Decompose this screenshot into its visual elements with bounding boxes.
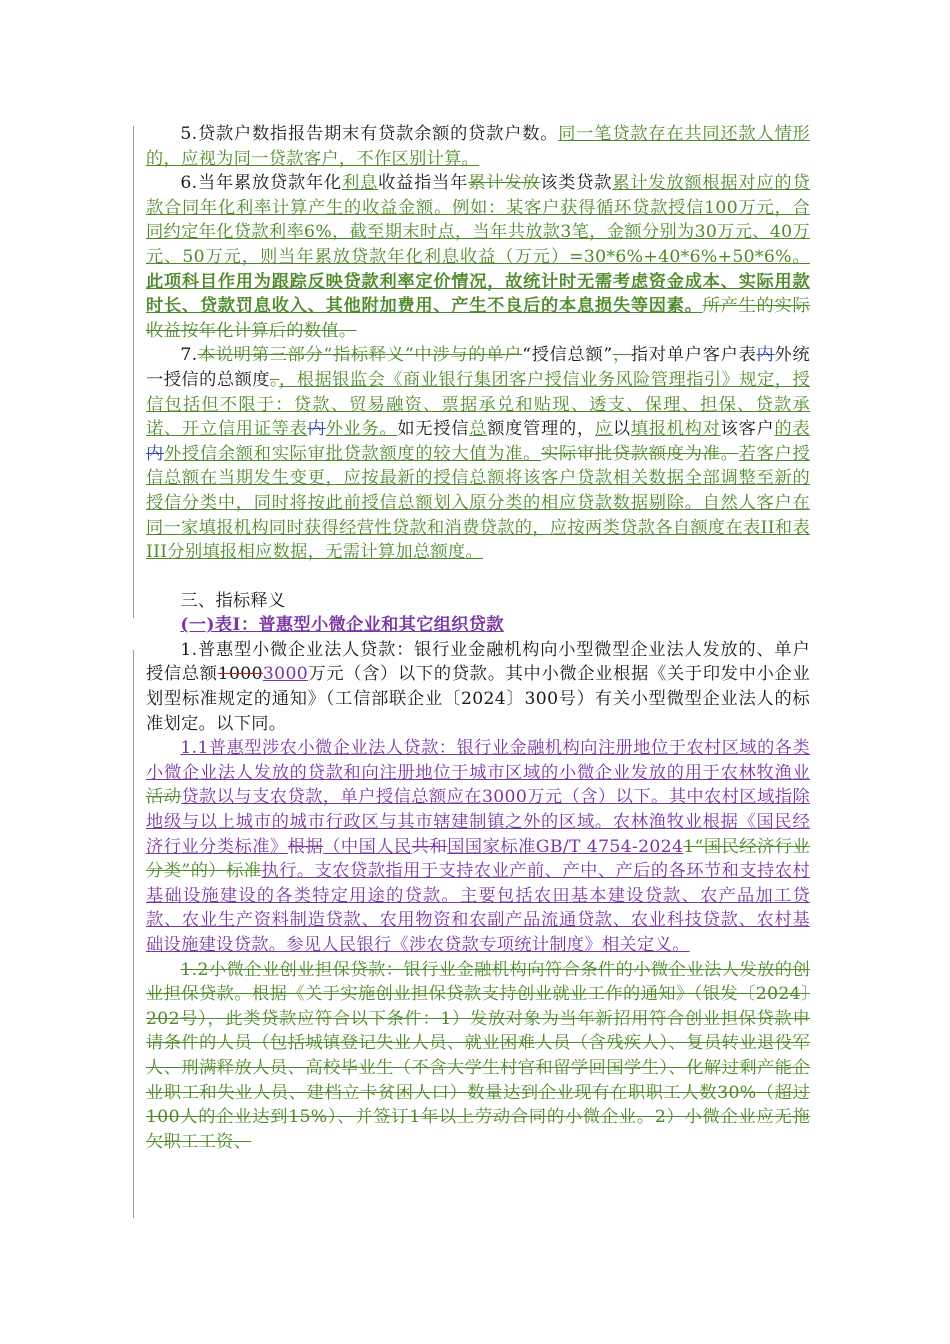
deleted-text: ， bbox=[612, 345, 631, 366]
deleted-text: 本说明第三部分“指标释义”中涉与的单户 bbox=[197, 345, 523, 366]
text-run: “授信总额” bbox=[522, 345, 613, 366]
deleted-text: 根据 bbox=[287, 836, 324, 857]
text-run: 6.当年累放贷款年化 bbox=[180, 173, 343, 194]
change-bar bbox=[133, 650, 134, 1218]
inserted-text: 外授信余额和实际审批贷款额度的较大值为准。 bbox=[163, 443, 542, 464]
inserted-bold-text: 此项科目作用为跟踪反映贷款利率定价情况，故统计时无需考虑资金成本、实际用款时长、贷款罚息收入、其他附加费用、产生不良后的本息损失等因素。 bbox=[146, 271, 810, 317]
inserted-text: 填报机构对 bbox=[630, 419, 721, 440]
text-run: 7. bbox=[180, 345, 198, 366]
deleted-text: 1“国民经济行业分类”的）标准 bbox=[146, 836, 810, 882]
deleted-text: 内 bbox=[756, 345, 775, 366]
inserted-text: 3000 bbox=[262, 664, 309, 685]
text-run: 5.贷款户数指报告期末有贷款余额的贷款户数。 bbox=[180, 124, 559, 144]
inserted-text: 应 bbox=[594, 419, 613, 440]
deleted-text: 内 bbox=[146, 443, 164, 464]
text-run: 该类贷款 bbox=[540, 173, 613, 194]
inserted-text: 总 bbox=[469, 419, 488, 440]
section-heading: 三、指标释义 bbox=[180, 590, 286, 611]
inserted-text: 累计发放额根据对应的贷款合同年化利率计算产生的收益金额。例如：某客户获得循环贷款授信100万元，合同约定年化贷款利率6%，截至期末时点，当年共放款3笔，金额分别为30万元、40万元、50万元，则当年累放贷款年化利息收益（万元）=30*6%+40*6%+50*6%。 bbox=[146, 173, 810, 267]
text-run: 1.普惠型小微企业法人贷款：银行业金融机构向小型微型企业法人发放的、单户授信总额 bbox=[146, 639, 810, 685]
text-run: 以 bbox=[612, 419, 631, 440]
deleted-text: 。 bbox=[269, 369, 280, 390]
inserted-text: 1.1普惠型涉农小微企业法人贷款：银行业金融机构向注册地位于农村区域的各类小微企业法人发放的贷款和向注册地位于城市区域的小微企业发放的用于农林牧渔业 bbox=[146, 738, 810, 783]
text-run: 指对单户客户表 bbox=[630, 345, 757, 366]
spacer bbox=[146, 565, 810, 589]
inserted-text: 外业务。 bbox=[325, 419, 398, 440]
deleted-text: 1000 bbox=[217, 664, 263, 685]
paragraph-6 bbox=[146, 171, 810, 343]
inserted-text: 贷款以与支农贷款，单户授信总额应在3000万元（含）以下。其中农村区域指除地级与以上城市的城市行政区与其市辖建制镇之外的区域。农林渔牧业根据《国民经济行业分类标准》 bbox=[146, 787, 810, 857]
paragraph-7 bbox=[146, 343, 810, 564]
inserted-text: ，根据银监会《商业银行集团客户授信业务风险管理指引》规定，授信包括但不限于：贷款、贸易融资、票据承兑和贴现、透支、保理、担保、贷款承诺、开立信用证等表 bbox=[146, 369, 810, 440]
text-run: 额度管理的， bbox=[487, 419, 595, 440]
inserted-text: 执行。支农贷款指用于支持农业产前、产中、产后的各环节和支持农村基础设施建设的各类特定用途的贷款。主要包括农田基本建设贷款、农产品加工贷款、农业生产资料制造贷款、农用物资和农副产品流通贷款、农业科技贷款、农村基础设施建设贷款。参见人民银行《涉农贷款专项统计制度》相关定义。 bbox=[146, 861, 810, 955]
subsection-heading: (一)表I：普惠型小微企业和其它组织贷款 bbox=[180, 615, 504, 636]
inserted-text: 国国家标准GB/T 4754-2024 bbox=[447, 836, 684, 857]
paragraph-5 bbox=[146, 122, 810, 171]
inserted-text: 同一笔贷款存在共同还款人情形的，应视为同一贷款客户，不作区别计算。 bbox=[146, 124, 810, 169]
deleted-text: 活动 bbox=[146, 787, 182, 808]
deleted-text: 1.2小微企业创业担保贷款：银行业金融机构向符合条件的小微企业法人发放的创业担保贷款。根据《关于实施创业担保贷款支持创业就业工作的通知》（银发〔2024〕202号），此类贷款应符合以下条件：1）发放对象为当年新招用符合创业担保贷款申请条件的人员（包括城镇登记失业人员、就业困难人员（含残疾人）、复员转业退役军人、刑满释放人员、高校毕业生（不含大学生村官和留学回国学生）、化解过剩产能企业职工和失业人员、建档立卡贫困人口）数量达到企业现有在职职工人数30%（超过100人的企业达到15%）、并签订1年以上劳动合同的小微企业。2）小微企业应无拖欠职工工资、 bbox=[146, 959, 810, 1152]
document-body bbox=[146, 122, 810, 1154]
inserted-text: （中国人民 bbox=[323, 836, 412, 857]
text-run: 如无授信 bbox=[397, 419, 470, 440]
deleted-text: 累计发放 bbox=[468, 173, 541, 194]
text-run: 该客户 bbox=[720, 419, 775, 440]
paragraph-1-1 bbox=[146, 736, 810, 957]
text-run: 收益指当年 bbox=[378, 173, 469, 194]
text-run: 外统一授信的总额度 bbox=[146, 345, 810, 390]
paragraph-1 bbox=[146, 638, 810, 736]
deleted-text: 所产生的实际收益按年化计算后的数值。 bbox=[146, 296, 810, 341]
text-run: 万元（含）以下的贷款。其中小微企业根据《关于印发中小企业划型标准规定的通知》（工信部联企业〔2024〕300号）有关小型微型企业法人的标准划定。以下同。 bbox=[146, 664, 810, 734]
deleted-text: 内 bbox=[307, 419, 326, 440]
inserted-text: 的表 bbox=[774, 419, 811, 440]
deleted-text: 实际审批贷款额度为准。 bbox=[541, 443, 739, 464]
paragraph-1-2 bbox=[146, 958, 810, 1155]
change-bar bbox=[133, 126, 134, 618]
inserted-text: 利息 bbox=[342, 173, 379, 194]
inserted-text: 若客户授信总额在当期发生变更，应按最新的授信总额将该客户贷款相关数据全部调整至新的授信分类中，同时将按此前授信总额划入原分类的相应贷款数据剔除。自然人客户在同一家填报机构同时获得经营性贷款和消费贷款的，应按两类贷款各自额度在表II和表III分别填报相应数据，无需计算加总额度。 bbox=[146, 443, 811, 563]
deleted-text: 共和 bbox=[411, 836, 448, 857]
